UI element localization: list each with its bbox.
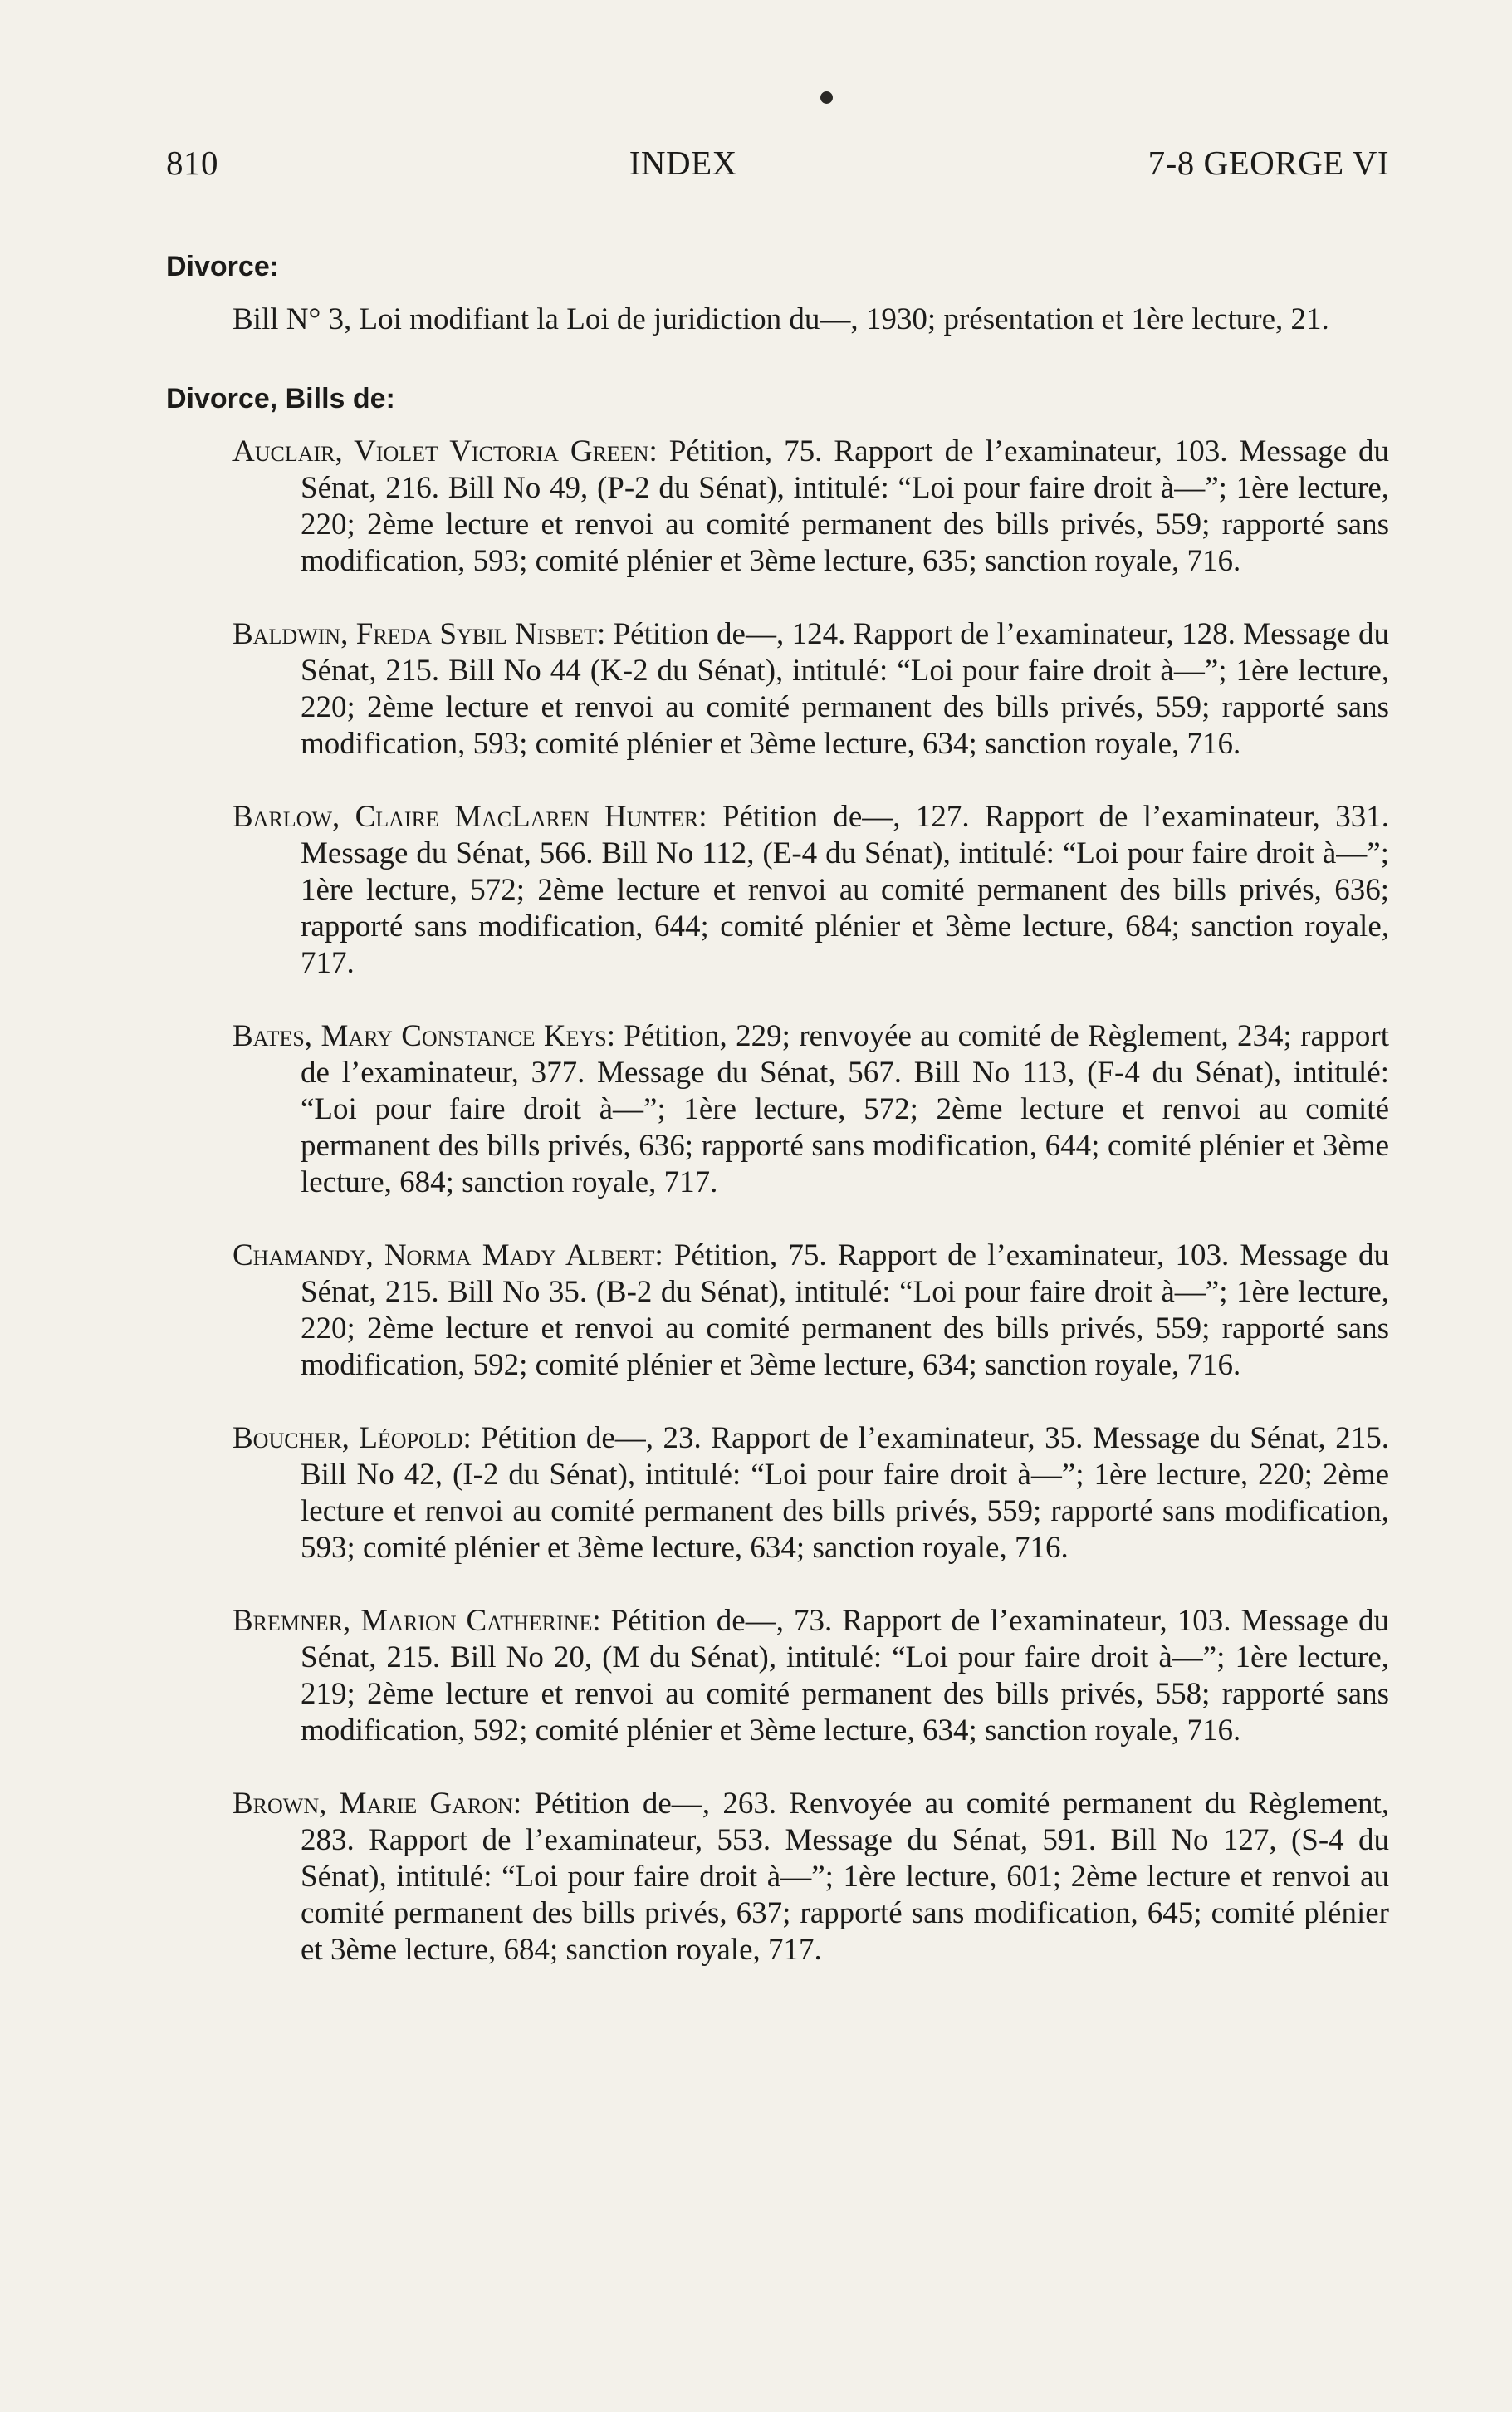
index-entry (166, 1238, 1389, 1384)
entry-text: : Pétition, 75. Rapport de l’examinateur, 103. Message du Sénat, 215. Bill No 35. (B-2 du Sénat), intitulé: “Loi pour faire droit à—”; 1ère lecture, 220; 2ème lecture et renvoi au comité permanent des bills privés, 559; rapporté sans modification, 592; comité plénier et 3ème lecture, 634; sanction royale, 716. (301, 1238, 1389, 1382)
section-divorce-bills (166, 383, 1389, 1968)
entry-name: Chamandy, Norma Mady Albert (232, 1238, 655, 1272)
index-entry (166, 1786, 1389, 1968)
entry-name: Bremner, Marion Catherine (232, 1604, 593, 1638)
entry-text: : Pétition, 229; renvoyée au comité de Règlement, 234; rapport de l’examinateur, 377. Message du Sénat, 567. Bill No 113, (F-4 du Sénat), intitulé: “Loi pour faire droit à—”; 1ère lecture, 572; 2ème lecture et renvoi au comité permanent des bills privés, 636; rapporté sans modification, 644; comité plénier et 3ème lecture, 684; sanction royale, 717. (301, 1019, 1389, 1199)
section-heading: Divorce: (166, 251, 280, 282)
entry-name: Boucher, Léopold (232, 1421, 463, 1455)
index-entry (166, 1018, 1389, 1201)
index-entry (166, 799, 1389, 982)
running-header (166, 143, 1389, 183)
index-entry (166, 302, 1389, 338)
entry-text: : Pétition de—, 127. Rapport de l’examinateur, 331. Message du Sénat, 566. Bill No 112, (E-4 du Sénat), intitulé: “Loi pour faire droit à—”; 1ère lecture, 572; 2ème lecture et renvoi au comité permanent des bills privés, 636; rapporté sans modification, 644; comité plénier et 3ème lecture, 684; sanction royale, 717. (301, 800, 1389, 980)
session-label: 7-8 GEORGE VI (1147, 144, 1389, 182)
entry-text: : Pétition de—, 124. Rapport de l’examinateur, 128. Message du Sénat, 215. Bill No 44 (K-2 du Sénat), intitulé: “Loi pour faire droit à—”; 1ère lecture, 220; 2ème lecture et renvoi au comité permanent des bills privés, 559; rapporté sans modification, 593; comité plénier et 3ème lecture, 634; sanction royale, 716. (301, 617, 1389, 761)
printer-dot-mark (820, 91, 833, 104)
index-entry (166, 1603, 1389, 1749)
entry-text: : Pétition de—, 23. Rapport de l’examinateur, 35. Message du Sénat, 215. Bill No 42, (I-2 du Sénat), intitulé: “Loi pour faire droit à—”; 1ère lecture, 220; 2ème lecture et renvoi au comité permanent des bills privés, 559; rapporté sans modification, 593; comité plénier et 3ème lecture, 634; sanction royale, 716. (301, 1421, 1389, 1565)
entry-name: Baldwin, Freda Sybil Nisbet (232, 617, 597, 651)
section-heading: Divorce, Bills de: (166, 383, 395, 414)
entry-name: Barlow, Claire MacLaren Hunter (232, 800, 699, 834)
entry-name: Auclair, Violet Victoria Green (232, 434, 649, 468)
index-entry (166, 1420, 1389, 1566)
entry-text: : Pétition de—, 73. Rapport de l’examinateur, 103. Message du Sénat, 215. Bill No 20, (M du Sénat), intitulé: “Loi pour faire droit à—”; 1ère lecture, 219; 2ème lecture et renvoi au comité permanent des bills privés, 558; rapporté sans modification, 592; comité plénier et 3ème lecture, 634; sanction royale, 716. (301, 1604, 1389, 1748)
entry-name: Bates, Mary Constance Keys (232, 1019, 607, 1053)
entry-text: Bill N° 3, Loi modifiant la Loi de juridiction du—, 1930; présentation et 1ère lecture, 21. (232, 302, 1329, 336)
index-entry (166, 434, 1389, 580)
entry-text: : Pétition, 75. Rapport de l’examinateur, 103. Message du Sénat, 216. Bill No 49, (P-2 du Sénat), intitulé: “Loi pour faire droit à—”; 1ère lecture, 220; 2ème lecture et renvoi au comité permanent des bills privés, 559; rapporté sans modification, 593; comité plénier et 3ème lecture, 635; sanction royale, 716. (301, 434, 1389, 578)
section-divorce (166, 251, 1389, 338)
entry-text: : Pétition de—, 263. Renvoyée au comité permanent du Règlement, 283. Rapport de l’examinateur, 553. Message du Sénat, 591. Bill No 127, (S-4 du Sénat), intitulé: “Loi pour faire droit à—”; 1ère lecture, 601; 2ème lecture et renvoi au comité permanent des bills privés, 637; rapporté sans modification, 645; comité plénier et 3ème lecture, 684; sanction royale, 717. (301, 1787, 1390, 1967)
index-entry (166, 616, 1389, 762)
page-title: INDEX (629, 144, 737, 182)
page-number: 810 (166, 144, 218, 182)
entry-name: Brown, Marie Garon (232, 1787, 513, 1821)
